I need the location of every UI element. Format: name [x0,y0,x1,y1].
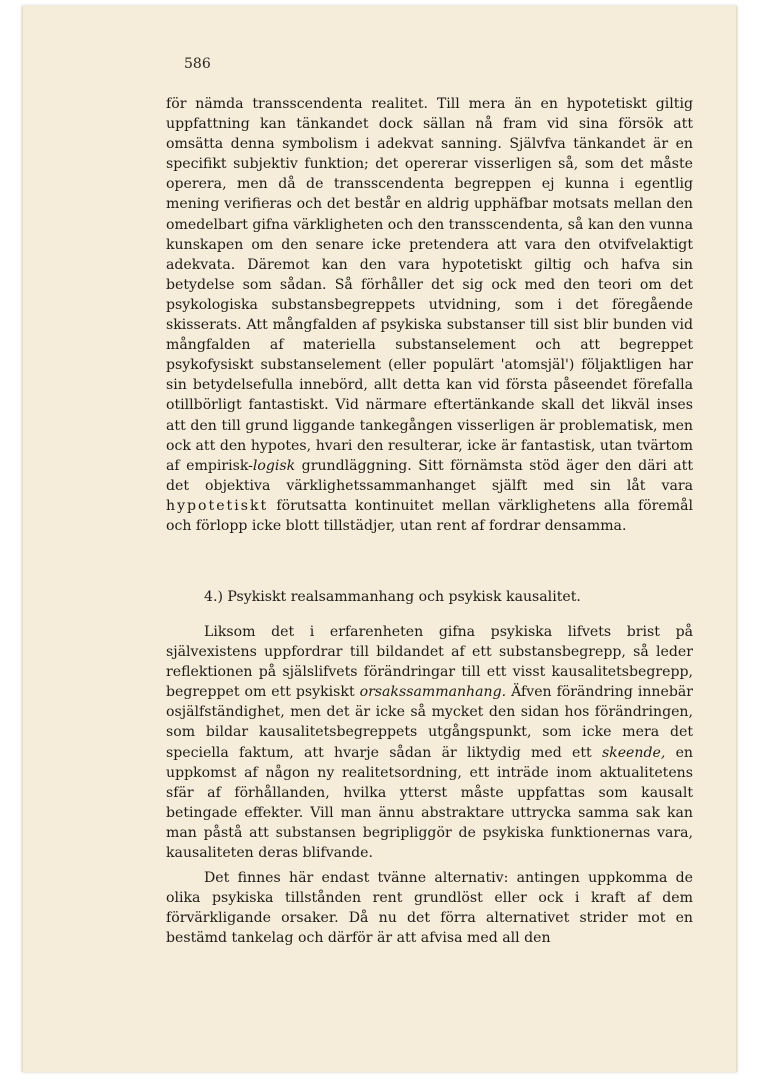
book-page [22,6,737,1072]
paragraph-2-text-b: Äfven förändring innebär osjälfständighet, men det är icke så mycket den sidan hos förändringen, som bildar kausalitetsbegreppets utgångspunkt, som icke mera det speciella faktum, att hvarje sådan är liktydig med ett [166,684,693,761]
paragraph-1 [166,94,693,536]
page-number: 586 [184,56,211,72]
paragraph-1-text-c: förutsatta kontinuitet mellan värklighetens alla föremål och förlopp icke blott tillstädjer, utan rent af fordrar densamma. [166,497,693,534]
section-heading: 4.) Psykiskt realsammanhang och psykisk kausalitet. [204,589,581,605]
paragraph-2-text-a: Liksom det i erfarenheten gifna psykiska lifvets brist på självexistens uppfordrar till bildandet af ett substansbegrepp, så leder reflektionen på själslifvets förändringar till ett visst kausalitetsbegrepp, begreppet om ett psykiskt [166,624,693,701]
paragraph-2 [166,622,693,863]
paragraph-2-text-c: en uppkomst af någon ny realitetsordning, ett inträde inom aktualitetens sfär af förhållanden, hvilka ytterst måste uppfattas som kausalt betingade effekter. Vill man ännu abstraktare uttrycka samma sak kan man påstå att substansen begripliggör de psykiska funktionernas vara, kausaliteten deras blifvande. [166,744,693,862]
paragraph-1-emphasis-logisk: logisk [252,457,296,474]
paragraph-3: Det finnes här endast tvänne alternativ: antingen uppkomma de olika psykiska tillstånden rent grundlöst eller ock i kraft af dem förvärkligande orsaker. Då nu det förra alternativet strider mot en bestämd tankelag och därför är att afvisa med all den [166,870,693,947]
paragraph-1-text-a: för nämda transscendenta realitet. Till mera än en hypotetiskt giltig uppfattning kan tänkandet dock sällan nå fram vid sina försök att omsätta denna symbolism i adekvat sanning. Självfva tänkandet är en specifikt subjektiv funktion; det opererar visserligen så, som det måste operera, men då de transscendenta begreppen ej kunna i egentlig mening verifieras och det består en aldrig upphäfbar motsats mellan den omedelbart gifna värkligheten och den transscendenta, så kan den vunna kunskapen om den senare icke pretendera att vara den otvifvelaktigt adekvata. Däremot kan den vara hypotetiskt giltig och hafva sin betydelse som sådan. Så förhåller det sig ock med den teori om det psykologiska substansbegreppets utvidning, som i det föregående skisserats. Att mångfalden af psykiska substanser till sist blir bunden vid mångfalden af materiella substanselement och att begreppet psykofysiskt substanselement (eller populärt 'atomsjäl') följaktligen har sin betydelsefulla innebörd, allt detta kan vid första påseendet förefalla otillbörligt fantastiskt. Vid närmare eftertänkande skall det likväl inses att den till grund liggande tankegången visserligen är problematisk, men ock att den hypotes, hvari den resulterar, icke är fantastisk, utan tvärtom af empirisk- [166,96,693,474]
paragraph-1-spaced-hypotetiskt: hypotetiskt [166,497,269,514]
paragraph-2-emphasis-orsakssammanhang: orsakssammanhang. [359,684,507,701]
paragraph-1-text-b: grundläggning. Sitt förnämsta stöd äger den däri att det objektiva värklighetssammanhanget själft med sin låt vara [166,457,693,494]
paragraph-2-emphasis-skeende: skeende, [601,744,666,761]
